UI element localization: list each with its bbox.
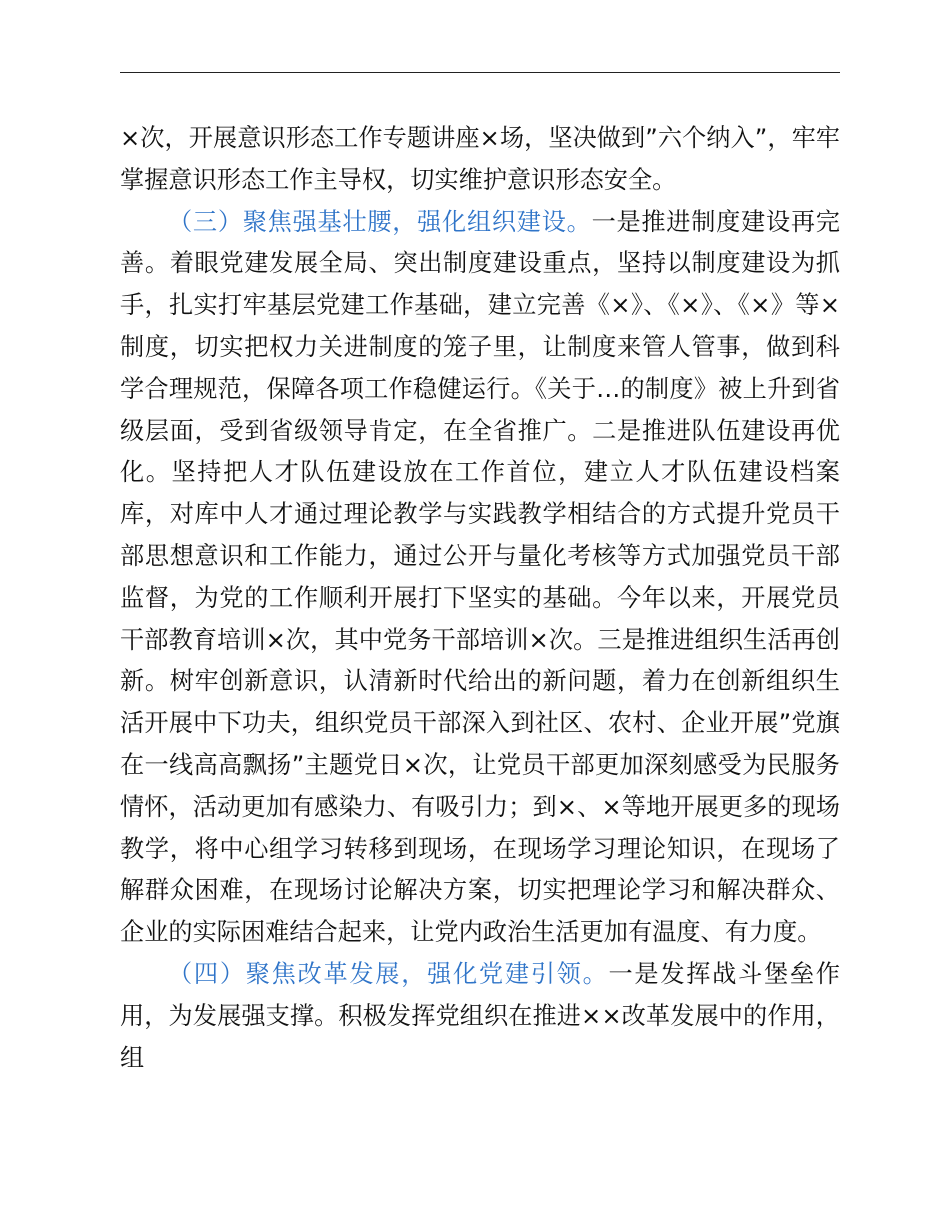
section-heading-three: （三）聚焦强基壮腰，强化组织建设。 — [168, 207, 592, 236]
paragraph-continuation — [120, 118, 840, 202]
paragraph-text: ×次，开展意识形态工作专题讲座×场，坚决做到”六个纳入”，牢牢掌握意识形态工作主导权，切实维护意识形态安全。 — [120, 124, 840, 194]
header-rule — [120, 72, 840, 73]
paragraph-text: 一是发挥战斗堡垒作用，为发展强支撑。积极发挥党组织在推进××改革发展中的作用，组 — [120, 959, 840, 1072]
paragraph-section-three — [120, 202, 840, 954]
section-heading-four: （四）聚焦改革发展，强化党建引领。 — [168, 959, 609, 988]
document-body — [120, 118, 840, 1079]
paragraph-section-four — [120, 954, 840, 1079]
paragraph-text: 一是推进制度建设再完善。着眼党建发展全局、突出制度建设重点，坚持以制度建设为抓手，扎实打牢基层党建工作基础，建立完善《×》、《×》、《×》等×制度，切实把权力关进制度的笼子里，让制度来管人管事，做到科学合理规范，保障各项工作稳健运行。《关于…的制度》被上升到省级层面，受到省级领导肯定，在全省推广。二是推进队伍建设再优化。坚持把人才队伍建设放在工作首位，建立人才队伍建设档案库，对库中人才通过理论教学与实践教学相结合的方式提升党员干部思想意识和工作能力，通过公开与量化考核等方式加强党员干部监督，为党的工作顺利开展打下坚实的基础。今年以来，开展党员干部教育培训×次，其中党务干部培训×次。三是推进组织生活再创新。树牢创新意识，认清新时代给出的新问题，着力在创新组织生活开展中下功夫，组织党员干部深入到社区、农村、企业开展”党旗在一线高高飘扬”主题党日×次，让党员干部更加深刻感受为民服务情怀，活动更加有感染力、有吸引力；到×、×等地开展更多的现场教学，将中心组学习转移到现场，在现场学习理论知识，在现场了解群众困难，在现场讨论解决方案，切实把理论学习和解决群众、企业的实际困难结合起来，让党内政治生活更加有温度、有力度。 — [120, 207, 840, 947]
